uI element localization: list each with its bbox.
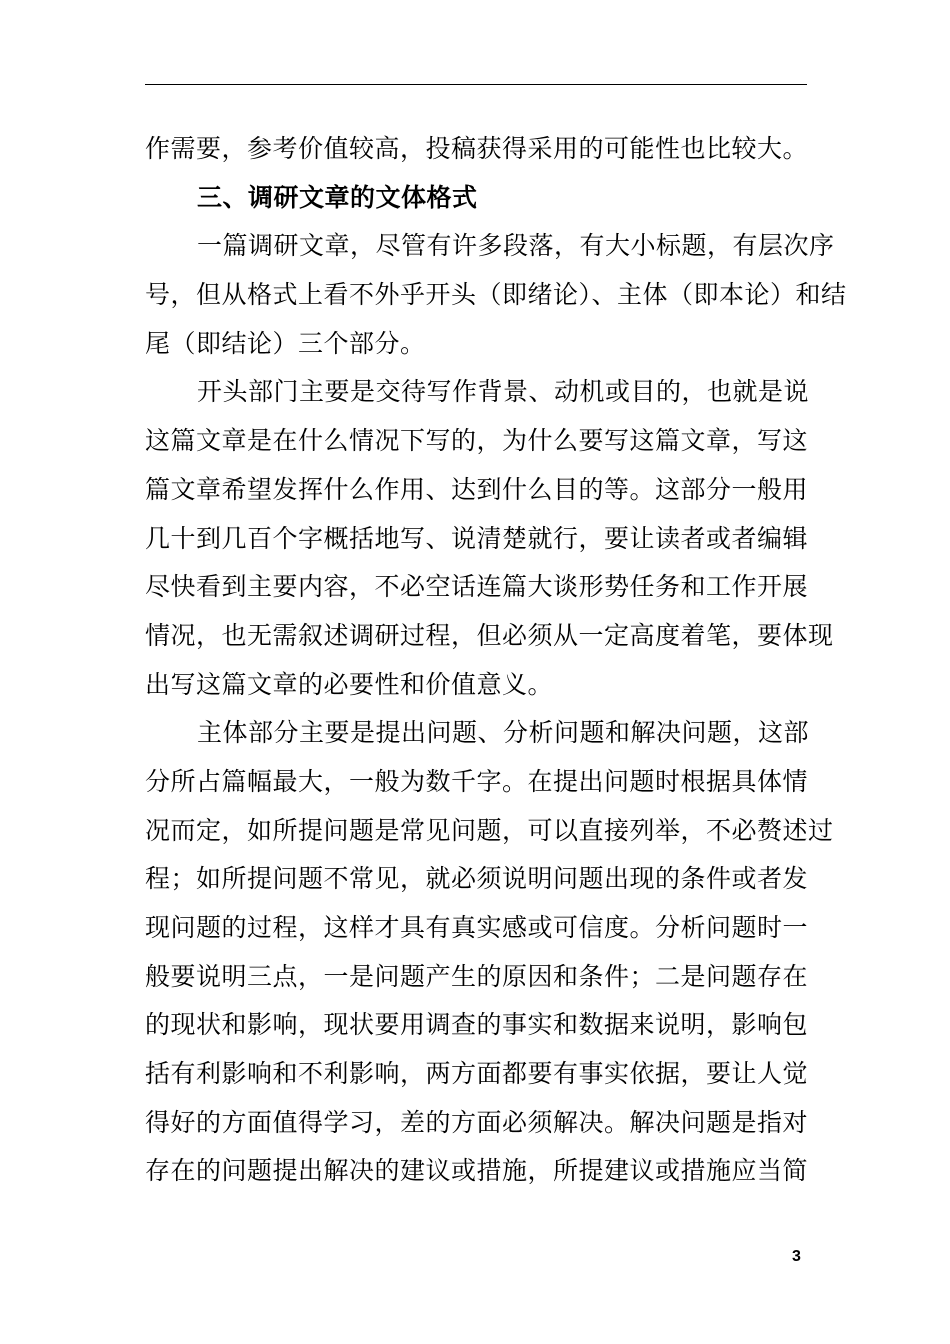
paragraph-line: 得好的方面值得学习，差的方面必须解决。解决问题是指对 [145, 1107, 809, 1137]
paragraph-line: 般要说明三点，一是问题产生的原因和条件；二是问题存在 [145, 961, 809, 991]
paragraph-line: 的现状和影响，现状要用调查的事实和数据来说明，影响包 [145, 1010, 809, 1040]
page-number: 3 [792, 1248, 801, 1265]
paragraph-line: 出写这篇文章的必要性和价值意义。 [145, 669, 554, 699]
paragraph-line: 篇文章希望发挥什么作用、达到什么目的等。这部分一般用 [145, 474, 809, 504]
header-rule [145, 84, 807, 85]
paragraph-line: 尾（即结论）三个部分。 [145, 328, 426, 358]
paragraph-line: 一篇调研文章，尽管有许多段落，有大小标题，有层次序 [197, 231, 835, 261]
paragraph-line: 存在的问题提出解决的建议或措施，所提建议或措施应当简 [145, 1156, 809, 1186]
paragraph-line: 这篇文章是在什么情况下写的，为什么要写这篇文章，写这 [145, 426, 809, 456]
paragraph-line: 现问题的过程，这样才具有真实感或可信度。分析问题时一 [145, 913, 809, 942]
section-heading: 三、调研文章的文体格式 [197, 182, 478, 212]
paragraph-line: 作需要，参考价值较高，投稿获得采用的可能性也比较大。 [145, 134, 809, 163]
paragraph-line: 情况，也无需叙述调研过程，但必须从一定高度着笔，要体现 [145, 620, 834, 650]
document-body [145, 125, 847, 1196]
paragraph-line: 括有利影响和不利影响，两方面都要有事实依据，要让人觉 [145, 1059, 809, 1089]
paragraph-line: 主体部分主要是提出问题、分析问题和解决问题，这部 [197, 718, 810, 748]
paragraph-line: 况而定，如所提问题是常见问题，可以直接列举，不必赘述过 [145, 815, 834, 845]
paragraph-line: 程；如所提问题不常见，就必须说明问题出现的条件或者发 [145, 864, 809, 894]
paragraph-line: 号，但从格式上看不外乎开头（即绪论）、主体（即本论）和结 [145, 280, 847, 310]
paragraph-line: 开头部门主要是交待写作背景、动机或目的，也就是说 [197, 377, 810, 407]
paragraph-line: 分所占篇幅最大，一般为数千字。在提出问题时根据具体情 [145, 766, 809, 796]
paragraph-line: 尽快看到主要内容，不必空话连篇大谈形势任务和工作开展 [145, 572, 809, 602]
paragraph-line: 几十到几百个字概括地写、说清楚就行，要让读者或者编辑 [145, 523, 809, 553]
